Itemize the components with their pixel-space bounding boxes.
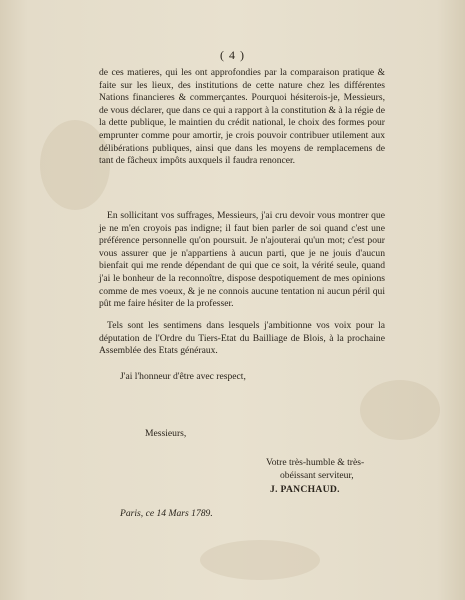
signature-line-2: obéissant serviteur,: [280, 470, 354, 481]
paper-stain: [200, 540, 320, 580]
signature-line-1: Votre très-humble & très-: [266, 457, 365, 468]
place-date: Paris, ce 14 Mars 1789.: [120, 508, 213, 519]
paper-stain: [360, 380, 440, 440]
page-number: ( 4 ): [220, 48, 245, 62]
closing-honneur: J'ai l'honneur d'être avec respect,: [120, 371, 246, 382]
salutation: Messieurs,: [145, 428, 187, 439]
paragraph-2: En sollicitant vos suffrages, Messieurs, j'ai cru devoir vous montrer que je ne m'en croyois pas indigne; il faut bien parler de soi quand c'est une préférence personnelle qu'on poursuit. Je n'ajouterai qu'un mot; c'est pour vous assurer que je n'appartiens à aucun parti, que je ne jouis d'aucun bienfait qui me rende dépendant de qui que ce soit, la vérité seule, quand j'ai le bonheur de la reconnoître, dispose despotiquement de mes opinions comme de mes voeux, & je ne connois aucune tentation ni aucun péril qui pût me faire hésiter de la professer.: [99, 210, 385, 310]
signature-name: J. PANCHAUD.: [270, 484, 340, 495]
paragraph-3: Tels sont les sentimens dans lesquels j'ambitionne vos voix pour la députation de l'Ordre du Tiers-Etat du Bailliage de Blois, à la prochaine Assemblée des Etats généraux.: [99, 320, 385, 357]
paragraph-1: de ces matieres, qui les ont approfondies par la comparaison pratique & faite sur les lieux, des institutions de cette nature chez les différentes Nations financieres & commerçantes. Pourquoi hésiterois-je, Messieurs, de vous déclarer, que dans ce qui a rapport à la constitution & à la régie de la dette publique, le maintien du crédit national, le choix des formes pour emprunter comme pour amortir, je crois pouvoir contribuer utilement aux délibérations publiques, ainsi que dans les moyens de remplacemens de tant de fâcheux impôts auxquels il faudra renoncer.: [99, 67, 385, 167]
